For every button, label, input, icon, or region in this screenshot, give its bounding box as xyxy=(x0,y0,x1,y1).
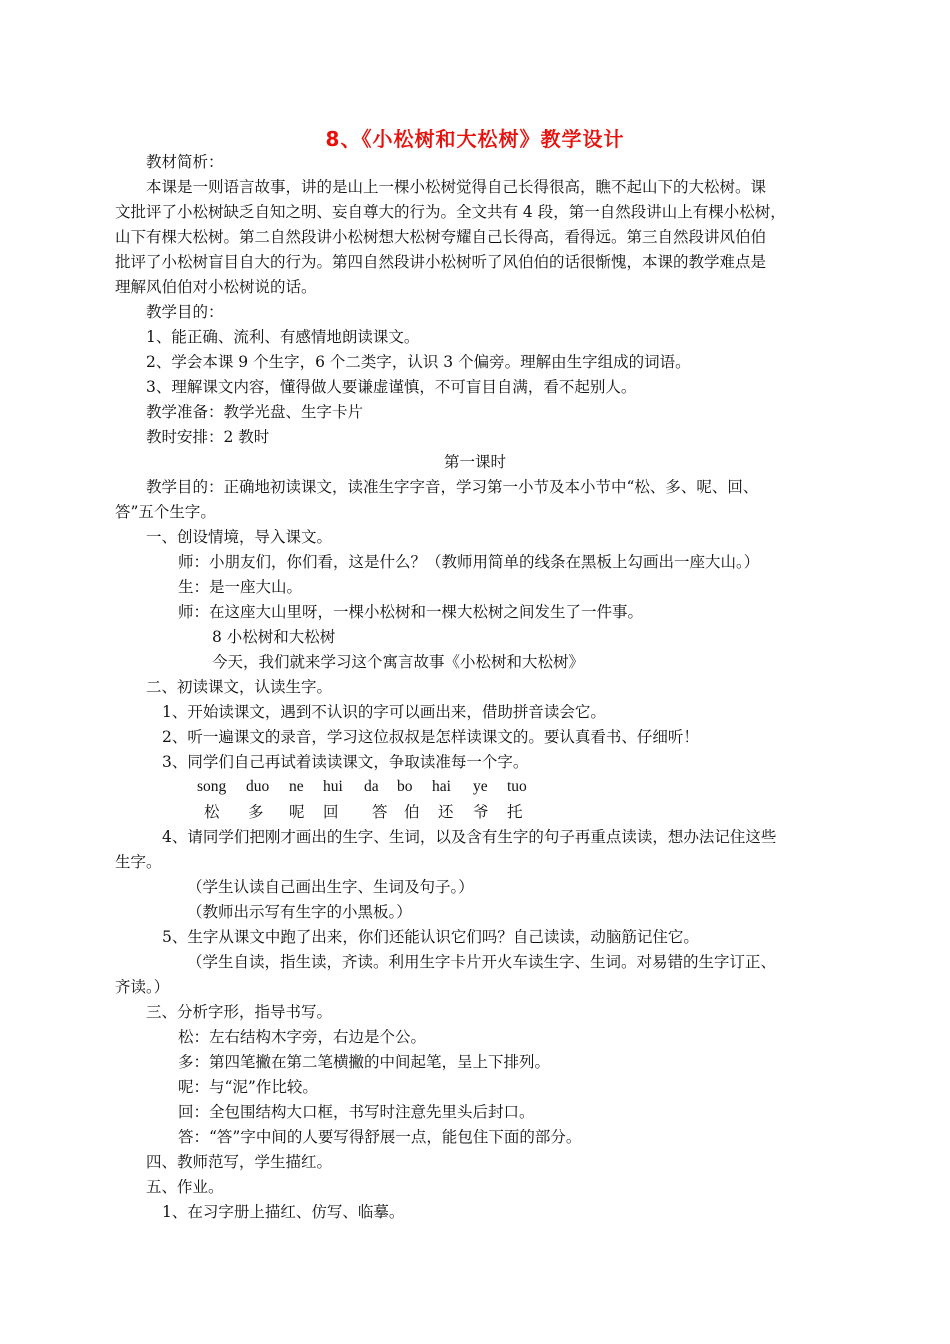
dialogue-line: 师：小朋友们，你们看，这是什么？（教师用简单的线条在黑板上勾画出一座大山。） xyxy=(178,553,760,571)
hanzi-char: 伯 xyxy=(404,803,420,821)
hanzi-char: 多 xyxy=(248,803,264,821)
hanzi-char: 回 xyxy=(323,803,339,821)
teaching-time: 教时安排：2 教时 xyxy=(146,428,270,446)
dialogue-line: 师：在这座大山里呀，一棵小松树和一棵大松树之间发生了一件事。 xyxy=(178,603,644,621)
step5-heading: 五、作业。 xyxy=(146,1178,224,1196)
analysis-line: 文批评了小松树缺乏自知之明、妄自尊大的行为。全文共有 4 段，第一自然段讲山上有棵小松树， xyxy=(115,203,786,221)
pinyin-syllable: hai xyxy=(432,778,451,795)
goal-item: 3、理解课文内容，懂得做人要谦虚谨慎，不可盲目自满，看不起别人。 xyxy=(146,378,637,396)
hanzi-row xyxy=(0,802,950,822)
pinyin-syllable: ye xyxy=(473,778,488,795)
char-analysis: 回：全包围结构大口框，书写时注意先里头后封口。 xyxy=(178,1103,535,1121)
dialogue-line: 8 小松树和大松树 xyxy=(212,628,336,646)
hanzi-char: 松 xyxy=(204,803,220,821)
step2-item: 5、生字从课文中跑了出来，你们还能认识它们吗？自己读读，动脑筋记住它。 xyxy=(162,928,699,946)
dialogue-line: 生：是一座大山。 xyxy=(178,578,303,596)
step3-heading: 三、分析字形，指导书写。 xyxy=(146,1003,333,1021)
analysis-line: 山下有棵大松树。第二自然段讲小松树想大松树夸耀自己长得高，看得远。第三自然段讲风伯伯 xyxy=(115,228,767,246)
step2-item: 3、同学们自己再试着读读课文，争取读准每一个字。 xyxy=(162,753,529,771)
pinyin-syllable: bo xyxy=(397,778,413,795)
step2-item: 生字。 xyxy=(115,853,162,871)
pinyin-syllable: tuo xyxy=(507,778,527,795)
analysis-heading: 教材简析： xyxy=(146,153,224,171)
pinyin-syllable: da xyxy=(364,778,379,795)
teaching-prep: 教学准备：教学光盘、生字卡片 xyxy=(146,403,364,421)
hanzi-char: 还 xyxy=(438,803,454,821)
step2-item: 1、开始读课文，遇到不认识的字可以画出来，借助拼音读会它。 xyxy=(162,703,606,721)
step4-heading: 四、教师范写，学生描红。 xyxy=(146,1153,333,1171)
hanzi-char: 答 xyxy=(372,803,388,821)
step2-note: （学生自读，指生读，齐读。利用生字卡片开火车读生字、生词。对易错的生字订正、 xyxy=(187,953,777,971)
pinyin-syllable: song xyxy=(197,778,227,795)
lesson1-goal: 答”五个生字。 xyxy=(115,503,216,521)
goals-heading: 教学目的： xyxy=(146,303,224,321)
hanzi-char: 爷 xyxy=(473,803,489,821)
char-analysis: 呢：与“泥”作比较。 xyxy=(178,1078,318,1096)
pinyin-syllable: ne xyxy=(289,778,304,795)
step1-heading: 一、创设情境，导入课文。 xyxy=(146,528,333,546)
hanzi-char: 呢 xyxy=(289,803,305,821)
document-title: 8、《小松树和大松树》教学设计 xyxy=(325,127,625,151)
pinyin-row xyxy=(0,777,950,797)
step2-note: 齐读。） xyxy=(115,978,170,996)
lesson1-heading: 第一课时 xyxy=(443,453,506,471)
pinyin-syllable: hui xyxy=(323,778,343,795)
goal-item: 1、能正确、流利、有感情地朗读课文。 xyxy=(146,328,420,346)
char-analysis: 松：左右结构木字旁，右边是个公。 xyxy=(178,1028,427,1046)
analysis-line: 本课是一则语言故事，讲的是山上一棵小松树觉得自己长得很高，瞧不起山下的大松树。课 xyxy=(146,178,767,196)
dialogue-line: 今天，我们就来学习这个寓言故事《小松树和大松树》 xyxy=(212,653,585,671)
step2-item: 2、听一遍课文的录音，学习这位叔叔是怎样读课文的。要认真看书、仔细听！ xyxy=(162,728,699,746)
step5-item: 1、在习字册上描红、仿写、临摹。 xyxy=(162,1203,405,1221)
pinyin-syllable: duo xyxy=(246,778,270,795)
analysis-line: 理解风伯伯对小松树说的话。 xyxy=(115,278,317,296)
goal-item: 2、学会本课 9 个生字，6 个二类字，认识 3 个偏旁。理解由生字组成的词语。 xyxy=(146,353,691,371)
char-analysis: 多：第四笔撇在第二笔横撇的中间起笔，呈上下排列。 xyxy=(178,1053,551,1071)
step2-item: 4、请同学们把刚才画出的生字、生词，以及含有生字的句子再重点读读，想办法记住这些 xyxy=(162,828,777,846)
step2-note: （学生认读自己画出生字、生词及句子。） xyxy=(187,878,474,896)
step2-note: （教师出示写有生字的小黑板。） xyxy=(187,903,412,921)
step2-heading: 二、初读课文，认读生字。 xyxy=(146,678,333,696)
char-analysis: 答：“答”字中间的人要写得舒展一点，能包住下面的部分。 xyxy=(178,1128,582,1146)
hanzi-char: 托 xyxy=(507,803,523,821)
analysis-line: 批评了小松树盲目自大的行为。第四自然段讲小松树听了风伯伯的话很惭愧，本课的教学难点是 xyxy=(115,253,767,271)
lesson1-goal: 教学目的：正确地初读课文，读准生字字音，学习第一小节及本小节中“松、多、呢、回、 xyxy=(146,478,759,496)
